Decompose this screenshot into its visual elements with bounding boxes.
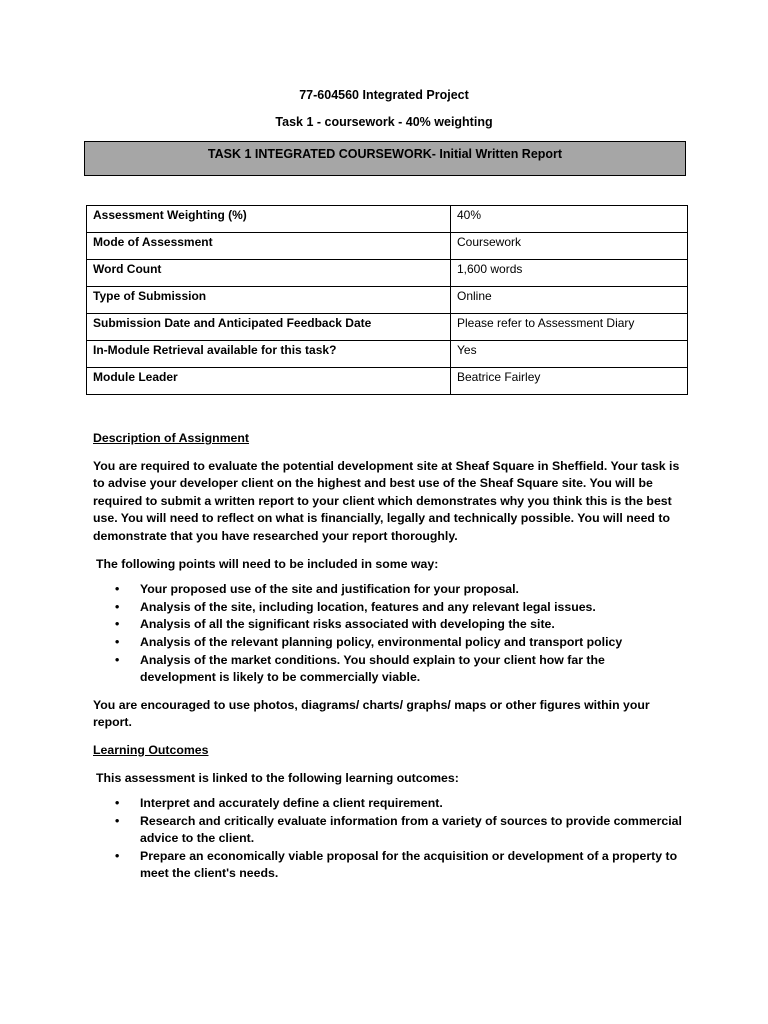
list-item xyxy=(93,848,683,883)
list-item xyxy=(93,813,683,848)
bullet-icon: • xyxy=(115,652,120,667)
row-label: Word Count xyxy=(87,260,451,287)
row-label: Assessment Weighting (%) xyxy=(87,206,451,233)
list-item xyxy=(93,634,683,652)
table-row xyxy=(87,287,688,314)
row-value: Please refer to Assessment Diary xyxy=(451,314,688,341)
row-value: 40% xyxy=(451,206,688,233)
bullet-icon: • xyxy=(115,634,120,649)
task-banner xyxy=(84,141,686,176)
learning-outcomes-list xyxy=(93,795,683,883)
task-title: Task 1 - coursework - 40% weighting xyxy=(275,115,493,129)
row-value: 1,600 words xyxy=(451,260,688,287)
banner-text: TASK 1 INTEGRATED COURSEWORK- Initial Written Report xyxy=(207,147,563,161)
list-item xyxy=(93,652,683,687)
bullet-icon: • xyxy=(115,582,120,597)
table-row xyxy=(87,368,688,395)
bullet-icon: • xyxy=(115,617,120,632)
list-item-text: Analysis of the market conditions. You should explain to your client how far the development is likely to be commercially viable. xyxy=(140,652,605,685)
table-row xyxy=(87,233,688,260)
row-label: Submission Date and Anticipated Feedback Date xyxy=(87,314,451,341)
learning-outcomes-heading: Learning Outcomes xyxy=(93,742,209,757)
row-value: Online xyxy=(451,287,688,314)
bullet-icon: • xyxy=(115,599,120,614)
row-label: In-Module Retrieval available for this task? xyxy=(87,341,451,368)
description-heading: Description of Assignment xyxy=(93,431,250,445)
list-item-text: Interpret and accurately define a client requirement. xyxy=(140,796,443,811)
assignment-content xyxy=(93,430,683,893)
bullet-icon: • xyxy=(115,848,120,863)
list-item xyxy=(93,616,683,634)
outcomes-intro: This assessment is linked to the following learning outcomes: xyxy=(96,770,459,785)
points-intro: The following points will need to be included in some way: xyxy=(96,556,439,571)
list-item xyxy=(93,581,683,599)
row-value: Yes xyxy=(451,341,688,368)
list-item-text: Your proposed use of the site and justification for your proposal. xyxy=(140,582,519,597)
table-row xyxy=(87,341,688,368)
required-points-list xyxy=(93,581,683,687)
closing-paragraph: You are encouraged to use photos, diagrams/ charts/ graphs/ maps or other figures within your report. xyxy=(93,697,650,730)
bullet-icon: • xyxy=(115,813,120,828)
description-paragraph: You are required to evaluate the potential development site at Sheaf Square in Sheffield. Your task is to advise your developer client on the highest and best use of the Sheaf Square site. You will be required to submit a written report to your client which demonstrates why you think this is the best use. You will need to reflect on what is financially, legally and technically possible. You will need to demonstrate that you have researched your report thoroughly. xyxy=(93,458,680,543)
course-title: 77-604560 Integrated Project xyxy=(299,88,469,102)
table-row xyxy=(87,314,688,341)
list-item-text: Research and critically evaluate information from a variety of sources to provide commercial advice to the client. xyxy=(140,813,682,846)
list-item-text: Analysis of all the significant risks associated with developing the site. xyxy=(140,617,555,632)
bullet-icon: • xyxy=(115,796,120,811)
table-row xyxy=(87,260,688,287)
row-label: Type of Submission xyxy=(87,287,451,314)
row-value: Beatrice Fairley xyxy=(451,368,688,395)
list-item xyxy=(93,599,683,617)
list-item-text: Analysis of the relevant planning policy, environmental policy and transport policy xyxy=(140,634,623,649)
row-label: Mode of Assessment xyxy=(87,233,451,260)
list-item-text: Analysis of the site, including location, features and any relevant legal issues. xyxy=(140,599,596,614)
list-item xyxy=(93,795,683,813)
table-row xyxy=(87,206,688,233)
assessment-info-table xyxy=(86,205,688,395)
row-value: Coursework xyxy=(451,233,688,260)
list-item-text: Prepare an economically viable proposal for the acquisition or development of a property to meet the client's needs. xyxy=(140,848,678,881)
row-label: Module Leader xyxy=(87,368,451,395)
